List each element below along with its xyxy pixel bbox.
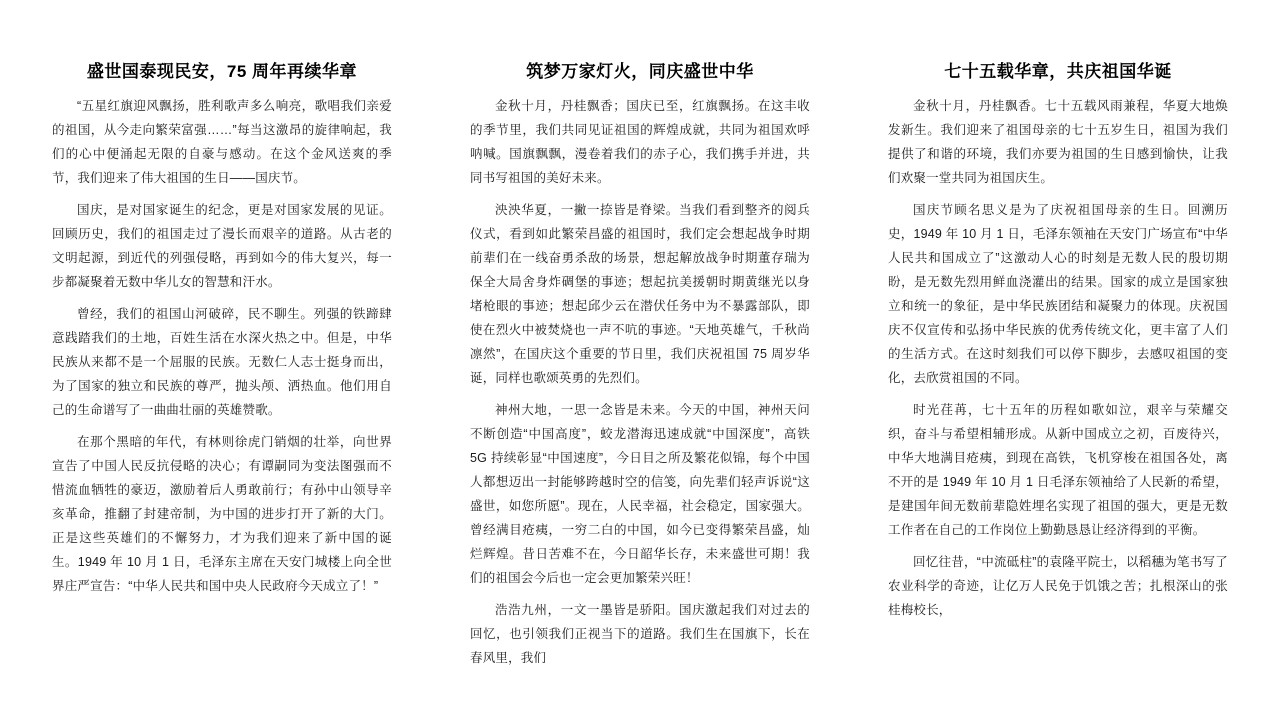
paragraph: 浩浩九州，一文一墨皆是骄阳。国庆激起我们对过去的回忆，也引领我们正视当下的道路。我们生在国旗下，长在春风里，我们	[470, 602, 810, 665]
paragraph: 时光荏苒，七十五年的历程如歌如泣，艰辛与荣耀交织，奋斗与希望相辅形成。从新中国成立之初，百废待兴，中华大地满目疮痍，到现在高铁，飞机穿梭在祖国各处，离不开的是 1949 年 10 月 1 日毛泽东领袖给了人民新的希望，是建国年间无数前辈隐姓埋名实现了祖国的强大，更是无数工作者在自己的工作岗位上勤勤恳恳让经济得到的平衡。	[888, 402, 1228, 537]
paragraph: 回忆往昔，“中流砥柱”的袁隆平院士，以稻穗为笔书写了农业科学的奇迹，让亿万人民免于饥饿之苦；扎根深山的张桂梅校长，	[888, 554, 1228, 617]
article-column-3	[888, 60, 1228, 630]
paragraph: 国庆，是对国家诞生的纪念，更是对国家发展的见证。回顾历史，我们的祖国走过了漫长而艰辛的道路。从古老的文明起源，到近代的列强侵略，再到如今的伟大复兴，每一步都凝聚着无数中华儿女的智慧和汗水。	[52, 202, 392, 289]
paragraph: “五星红旗迎风飘扬，胜利歌声多么响亮，歌唱我们亲爱的祖国，从今走向繁荣富强……”每当这激昂的旋律响起，我们的心中便涌起无限的自豪与感动。在这个金风送爽的季节，我们迎来了伟大祖国的生日——国庆节。	[52, 98, 392, 185]
article-title-1: 盛世国泰现民安，75 周年再续华章	[86, 62, 358, 81]
article-body-3	[888, 94, 1228, 622]
article-column-2	[470, 60, 810, 678]
paragraph: 国庆节顾名思义是为了庆祝祖国母亲的生日。回溯历史，1949 年 10 月 1 日，毛泽东领袖在天安门广场宣布“中华人民共和国成立了”这激动人心的时刻是无数人民的殷切期盼，是无数先烈用鲜血浇灌出的结果。国家的成立是国家独立和统一的象征，是中华民族团结和凝聚力的体现。庆祝国庆不仅宣传和弘扬中华民族的优秀传统文化，更丰富了人们的生活方式。在这时刻我们可以停下脚步，去感叹祖国的变化，去欣赏祖国的不同。	[888, 202, 1228, 385]
paragraph: 金秋十月，丹桂飘香；国庆已至，红旗飘扬。在这丰收的季节里，我们共同见证祖国的辉煌成就，共同为祖国欢呼呐喊。国旗飘飘，漫卷着我们的赤子心，我们携手并进，共同书写祖国的美好未来。	[470, 98, 810, 185]
article-title-3: 七十五载华章，共庆祖国华诞	[944, 62, 1172, 81]
paragraph: 曾经，我们的祖国山河破碎，民不聊生。列强的铁蹄肆意践踏我们的土地，百姓生活在水深火热之中。但是，中华民族从来都不是一个屈服的民族。无数仁人志士挺身而出，为了国家的独立和民族的尊严，抛头颅、洒热血。他们用自己的生命谱写了一曲曲壮丽的英雄赞歌。	[52, 306, 392, 417]
paragraph: 在那个黑暗的年代，有林则徐虎门销烟的壮举，向世界宣告了中国人民反抗侵略的决心；有谭嗣同为变法图强而不惜流血牺牲的豪迈，激励着后人勇敢前行；有孙中山领导辛亥革命，推翻了封建帝制，为中国的进步打开了新的大门。正是这些英雄们的不懈努力，才为我们迎来了新中国的诞生。1949 年 10 月 1 日，毛泽东主席在天安门城楼上向全世界庄严宣告：“中华人民共和国中央人民政府今天成立了！”	[52, 434, 392, 593]
paragraph: 泱泱华夏，一撇一捺皆是脊梁。当我们看到整齐的阅兵仪式，看到如此繁荣昌盛的祖国时，我们定会想起战争时期前辈们在一线奋勇杀敌的场景，想起解放战争时期董存瑞为保全大局舍身炸碉堡的事迹；想起抗美援朝时期黄继光以身堵枪眼的事迹；想起邱少云在潜伏任务中为不暴露部队，即使在烈火中被焚烧也一声不吭的事迹。“天地英雄气，千秋尚凛然”，在国庆这个重要的节日里，我们庆祝祖国 75 周岁华诞，同样也歌颂英勇的先烈们。	[470, 202, 810, 385]
article-column-1	[52, 60, 392, 606]
article-body-2	[470, 94, 810, 670]
article-title-2: 筑梦万家灯火，同庆盛世中华	[526, 62, 754, 81]
paragraph: 金秋十月，丹桂飘香。七十五载风雨兼程，华夏大地焕发新生。我们迎来了祖国母亲的七十五岁生日，祖国为我们提供了和谐的环境，我们亦要为祖国的生日感到愉快，让我们欢聚一堂共同为祖国庆生。	[888, 98, 1228, 185]
paragraph: 神州大地，一思一念皆是未来。今天的中国，神州天问不断创造“中国高度”，蛟龙潜海迅速成就“中国深度”，高铁 5G 持续彰显“中国速度”，今日目之所及繁花似锦，每个中国人都想迈出一封能够跨越时空的信笺，向先辈们轻声诉说“这盛世，如您所愿”。现在，人民幸福，社会稳定，国家强大。曾经满目疮痍，一穷二白的中国，如今已变得繁荣昌盛，灿烂辉煌。昔日苦难不在，今日韶华长存，未来盛世可期！我们的祖国会今后也一定会更加繁荣兴旺！	[470, 402, 810, 585]
article-body-1	[52, 94, 392, 598]
